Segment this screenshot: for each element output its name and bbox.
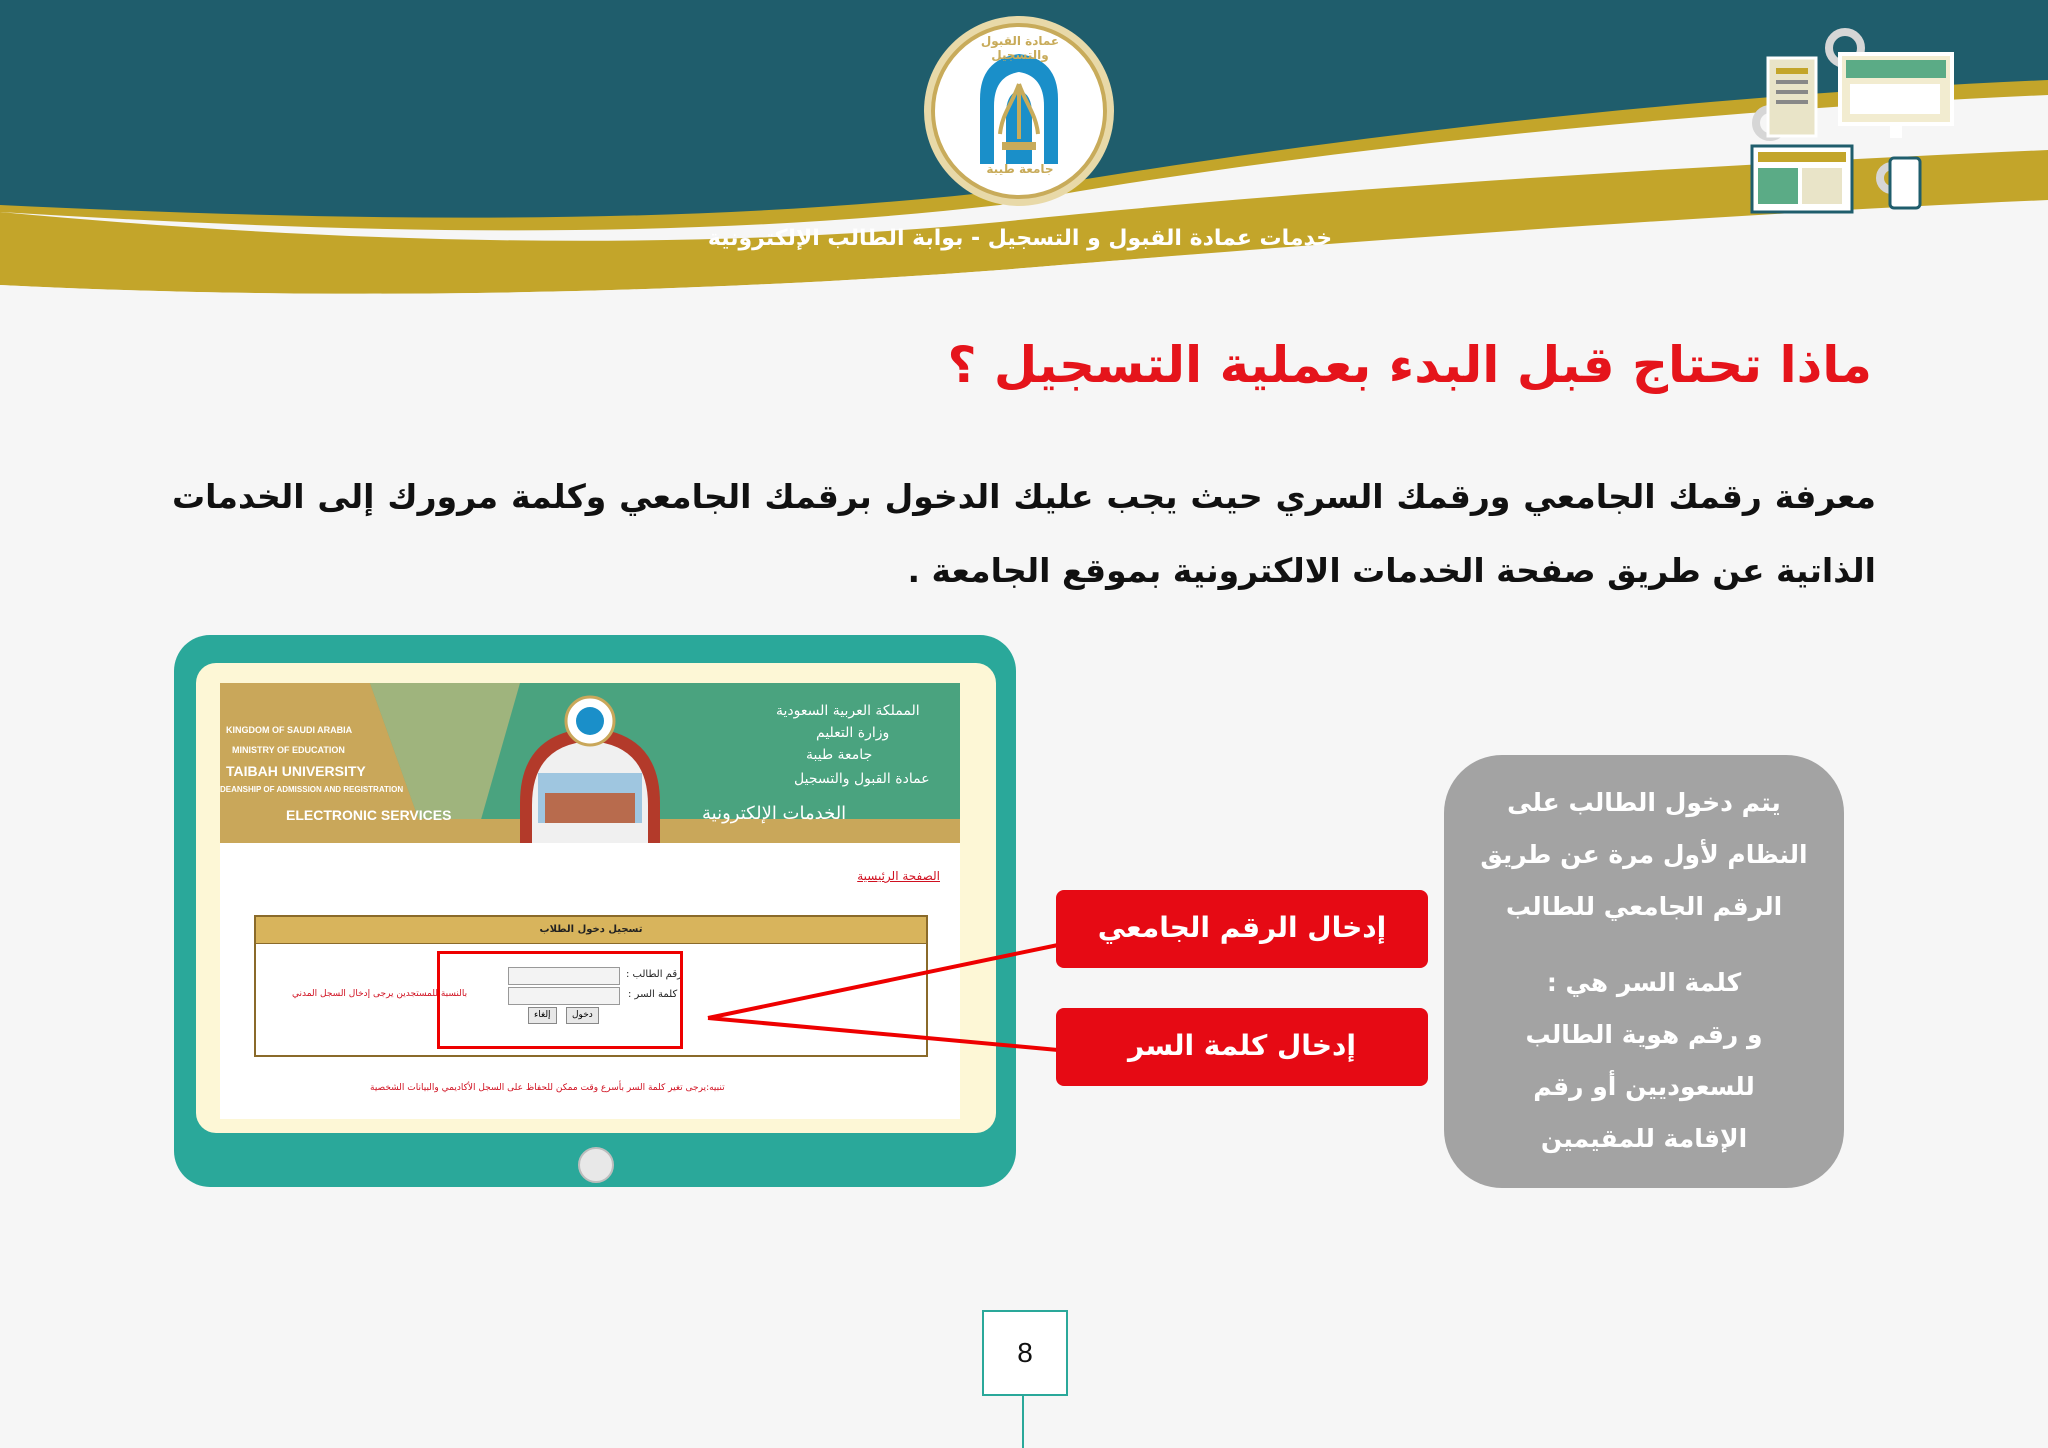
student-id-label: رقم الطالب :: [626, 969, 682, 980]
ws-en-services: ELECTRONIC SERVICES: [286, 807, 452, 823]
login-title: تسجيل دخول الطلاب: [256, 917, 926, 944]
ws-en-line-1: KINGDOM OF SAUDI ARABIA: [226, 725, 353, 735]
password-warning: تنبيه:يرجى تغير كلمة السر بأسرع وقت ممكن للحفاظ على السجل الأكاديمي والبيانات الشخصية: [370, 1083, 725, 1093]
intro-paragraph: معرفة رقمك الجامعي ورقمك السري حيث يجب عليك الدخول برقمك الجامعي وكلمة مرورك إلى الخدمات الذاتية عن طريق صفحة الخدمات الالكترونية بموقع الجامعة .: [172, 477, 1876, 590]
info-line-7: الإقامة للمقيمين: [1540, 1124, 1748, 1153]
info-line-4: كلمة السر هي :: [1546, 968, 1742, 997]
logo-university-text: جامعة طيبة: [986, 162, 1054, 176]
cancel-button[interactable]: إلغاء: [528, 1007, 557, 1024]
ws-ar-services: الخدمات الإلكترونية: [702, 803, 847, 824]
info-box: [1444, 755, 1844, 1188]
info-line-6: للسعوديين أو رقم: [1533, 1072, 1755, 1101]
password-label: كلمة السر :: [628, 989, 678, 1000]
page-heading: ماذا تحتاج قبل البدء بعملية التسجيل ؟: [947, 336, 1872, 394]
ws-en-line-4: DEANSHIP OF ADMISSION AND REGISTRATION: [220, 785, 404, 794]
page-number: 8: [982, 1310, 1068, 1396]
info-line-1: يتم دخول الطالب على: [1507, 788, 1781, 817]
home-link[interactable]: الصفحة الرئيسية: [857, 869, 940, 883]
ws-ar-line-1: المملكة العربية السعودية: [776, 703, 920, 719]
header-subtitle: خدمات عمادة القبول و التسجيل - بوابة الطالب الإلكترونية: [707, 226, 1333, 251]
ws-ar-line-3: جامعة طيبة: [806, 747, 873, 763]
new-students-note: بالنسبة للمستجدين يرجى إدخال السجل المدني: [292, 989, 468, 999]
ws-ar-line-4: عمادة القبول والتسجيل: [794, 771, 930, 787]
ws-en-line-2: MINISTRY OF EDUCATION: [232, 745, 345, 755]
info-line-3: الرقم الجامعي للطالب: [1505, 892, 1783, 921]
callout-student-id: إدخال الرقم الجامعي: [1056, 890, 1428, 968]
ws-ar-line-2: وزارة التعليم: [816, 725, 890, 741]
callout-password: إدخال كلمة السر: [1056, 1008, 1428, 1086]
logo-arc-text: عمادة القبول والتسجيل: [980, 34, 1060, 62]
ws-en-line-3: TAIBAH UNIVERSITY: [226, 763, 366, 779]
info-line-5: و رقم هوية الطالب: [1525, 1020, 1763, 1049]
login-button[interactable]: دخول: [566, 1007, 599, 1024]
page-number-line: [1022, 1394, 1024, 1448]
info-line-2: النظام لأول مرة عن طريق: [1480, 840, 1808, 869]
